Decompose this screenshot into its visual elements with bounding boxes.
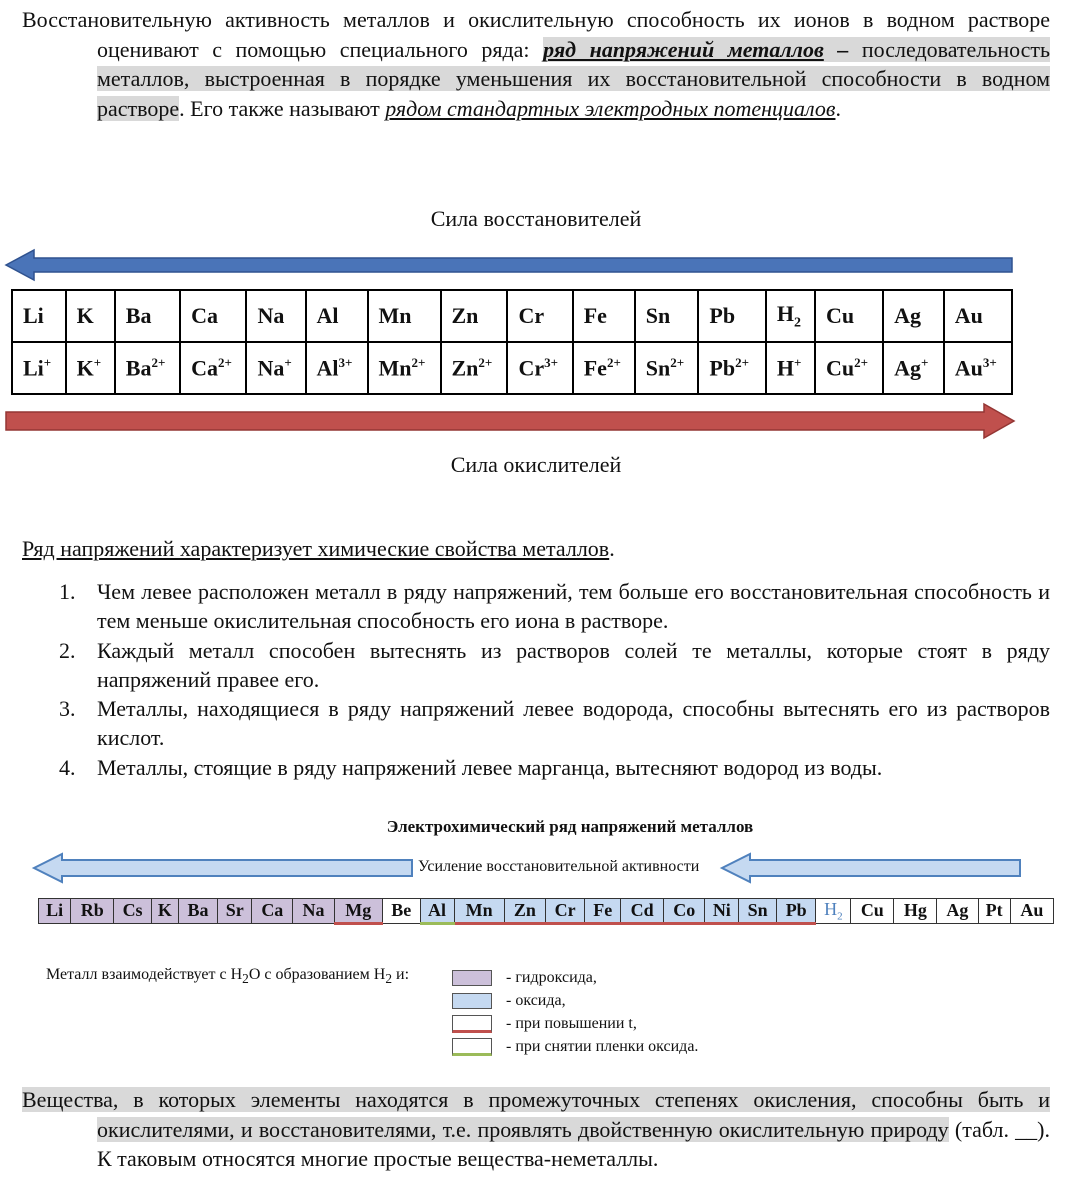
electrochem-symbol: Sn	[747, 899, 768, 920]
ion-cell-charge: +	[93, 354, 102, 370]
electrochem-symbol: Ag	[946, 900, 969, 921]
electrochem-cell	[420, 899, 454, 924]
ion-cell-symbol: Zn	[451, 355, 479, 381]
metal-cell	[944, 290, 1012, 342]
electrochem-cell	[1010, 899, 1053, 924]
electrochem-symbol: Ca	[261, 900, 284, 921]
electrochem-symbol: Ni	[712, 899, 731, 920]
ion-cell	[441, 342, 508, 394]
closing-highlight: Вещества, в которых элементы находятся в промежуточных степенях окисления, способны быть и окислителями, и восстановителями, т.е. проявлять двойственную окислительную природу	[22, 1087, 1050, 1142]
properties-list	[22, 577, 1050, 782]
intro-lead: Восстановительную активность металлов и окислительную способность их ионов в водном растворе оценивают с помощью специального ряда:	[22, 7, 1050, 62]
ion-cell	[180, 342, 246, 394]
metal-cell-symbol: Sn	[645, 303, 671, 328]
electrochem-symbol: Hg	[903, 900, 927, 921]
ion-cell-charge: 2+	[735, 354, 750, 370]
oxidizer-arrow-shape	[6, 404, 1014, 438]
electrochem-cell	[937, 899, 978, 924]
ion-cell-charge: 2+	[670, 354, 685, 370]
list-item-number: 3.	[59, 696, 76, 722]
ion-cell	[115, 342, 180, 394]
list-item-number: 2.	[59, 637, 76, 663]
metal-cell	[12, 290, 66, 342]
list-item-text: Каждый металл способен вытеснять из растворов солей те металлы, которые стоят в ряду напряжений правее его.	[97, 637, 1050, 692]
ion-cell	[698, 342, 765, 394]
metal-cell-symbol: Cr	[518, 303, 545, 328]
electrochem-row	[39, 899, 1054, 924]
list-item-number: 4.	[59, 754, 76, 780]
ion-cell	[246, 342, 305, 394]
legend-text: - при повышении t,	[506, 1014, 637, 1032]
ion-cell-symbol: Ag	[894, 355, 921, 381]
electrochem-symbol: Sr	[225, 900, 244, 921]
ion-cell-charge: 3+	[338, 354, 353, 370]
metal-cell	[246, 290, 305, 342]
ion-cell-symbol: Pb	[709, 355, 736, 381]
properties-heading	[22, 536, 615, 562]
metal-cell-symbol: Li	[23, 303, 44, 328]
closing-paragraph	[22, 1085, 1050, 1174]
list-item	[22, 577, 1050, 636]
ion-cell-symbol: Na	[257, 355, 285, 381]
intro-after: . Его также называют	[179, 95, 380, 121]
metal-cell-symbol: Cu	[826, 303, 855, 328]
electrochem-symbol: Pt	[985, 900, 1003, 921]
metal-cell	[66, 290, 115, 342]
electrochem-symbol: Be	[391, 900, 412, 921]
electrochem-symbol: Al	[428, 899, 447, 920]
metal-cell	[635, 290, 699, 342]
legend-intro-a: Металл взаимодействует с H	[46, 966, 243, 983]
ion-cell	[944, 342, 1012, 394]
metal-cell-subscript: 2	[793, 315, 801, 331]
electrochem-cell	[816, 899, 851, 924]
metal-cell-symbol: Ba	[125, 303, 152, 328]
ion-cell	[12, 342, 66, 394]
term-definition: последовательность металлов, выстроенная в порядке уменьшения их восстановительной способности в водном растворе	[97, 36, 1051, 121]
metals-row	[12, 290, 1012, 342]
ion-cell-charge: 3+	[982, 354, 997, 370]
electrochem-symbol: Na	[302, 900, 325, 921]
electrochem-symbol: Cu	[860, 900, 884, 921]
electrochem-cell	[454, 899, 504, 924]
metal-cell-symbol: Ca	[191, 303, 218, 328]
metal-cell	[115, 290, 180, 342]
electrochem-cell	[114, 899, 152, 924]
electrochem-cell	[776, 899, 815, 924]
ion-cell-charge: +	[284, 354, 292, 370]
reducer-arrow-shape	[6, 250, 1012, 280]
electrochem-cell	[894, 899, 937, 924]
ion-cell-symbol: Ca	[191, 355, 218, 381]
reducers-label: Сила восстановителей	[430, 206, 642, 231]
electrochem-arrow-label: Усиление восстановительной активности	[418, 858, 700, 875]
metal-cell	[180, 290, 246, 342]
electrochem-symbol: Au	[1020, 900, 1044, 921]
ion-cell-symbol: Fe	[583, 355, 607, 381]
electrochem-symbol: Fe	[593, 899, 613, 920]
ion-cell-symbol: Cr	[518, 355, 545, 381]
metal-cell-symbol: Fe	[583, 303, 607, 328]
ion-cell	[815, 342, 883, 394]
electrochem-cell	[585, 899, 621, 924]
intro-end: .	[835, 95, 841, 121]
electrochem-symbol: Cr	[554, 899, 576, 920]
electrochem-cell	[39, 899, 71, 924]
legend-text: - при снятии пленки оксида.	[506, 1037, 699, 1055]
electrochem-arrow-right	[722, 854, 1020, 882]
metal-cell-symbol: Zn	[451, 303, 479, 328]
ion-cell	[368, 342, 441, 394]
ion-cell-symbol: Li	[23, 355, 44, 381]
alt-term: рядом стандартных электродных потенциалов	[385, 95, 836, 121]
electrochem-cell	[71, 899, 114, 924]
electrochem-cell	[621, 899, 664, 924]
metal-cell-symbol: Na	[257, 303, 285, 328]
ion-cell-symbol: Al	[316, 355, 339, 381]
ion-cell-charge: 2+	[151, 354, 166, 370]
electrochem-subscript: 2	[837, 910, 843, 923]
metal-cell-symbol: Au	[954, 303, 983, 328]
ion-cell	[66, 342, 115, 394]
metal-cell	[815, 290, 883, 342]
metal-cell	[698, 290, 765, 342]
ions-row	[12, 342, 1012, 394]
legend-swatch	[452, 993, 492, 1009]
electrochem-symbol: Ba	[187, 900, 209, 921]
legend-intro-c: и:	[392, 966, 410, 983]
electrochem-symbol: Rb	[80, 900, 104, 921]
electrochem-cell	[293, 899, 334, 924]
legend-intro-sub1: 2	[242, 971, 249, 987]
electrochem-symbol: H	[824, 899, 838, 919]
ion-cell-charge: 3+	[544, 354, 559, 370]
electrochem-symbol: Mg	[345, 899, 372, 920]
electrochem-symbol: K	[157, 900, 172, 921]
list-item-text: Металлы, стоящие в ряду напряжений левее марганца, вытесняют водород из воды.	[97, 754, 883, 780]
metal-cell-symbol: H	[776, 300, 794, 326]
ion-cell-charge: 2+	[606, 354, 621, 370]
electrochem-cell	[334, 899, 382, 924]
list-item	[22, 636, 1050, 695]
reducer-arrow	[0, 246, 1020, 286]
metal-cell-symbol: Mn	[378, 303, 412, 328]
electrochem-cell	[382, 899, 420, 924]
list-item-number: 1.	[59, 579, 76, 604]
electrochem-symbol: Pb	[785, 899, 807, 920]
electrochem-cell	[218, 899, 252, 924]
electrochem-cell	[851, 899, 894, 924]
legend-swatch	[452, 970, 492, 986]
ion-cell-charge: +	[43, 354, 52, 370]
ion-cell-symbol: Au	[954, 355, 983, 381]
metal-cell	[766, 290, 815, 342]
metal-cell	[441, 290, 508, 342]
metal-cell	[368, 290, 441, 342]
ion-cell	[883, 342, 944, 394]
legend-intro-b: O с образованием H	[248, 966, 386, 983]
ion-cell	[306, 342, 368, 394]
intro-paragraph	[22, 5, 1050, 123]
electrochem-symbol: Cd	[630, 899, 654, 920]
electrochem-arrow-left	[34, 854, 412, 882]
ion-cell-symbol: Mn	[378, 355, 412, 381]
electrochem-symbol: Li	[46, 900, 64, 921]
closing-rest: (табл. __). К таковым относятся многие простые вещества-неметаллы.	[97, 1116, 1050, 1171]
ion-cell-charge: +	[793, 354, 802, 370]
ion-cell-charge: 2+	[478, 354, 493, 370]
electrochem-symbol: Mn	[465, 899, 493, 920]
electrochem-cell	[739, 899, 777, 924]
legend-item	[452, 966, 698, 989]
electrochem-series	[38, 898, 1054, 925]
metal-cell-symbol: Al	[316, 303, 339, 328]
term-series: ряд напряжений металлов	[543, 36, 824, 62]
oxidizer-arrow	[0, 402, 1020, 442]
legend-item	[452, 989, 698, 1012]
legend-item	[452, 1012, 698, 1035]
list-item-text: Чем левее расположен металл в ряду напряжений, тем больше его восстановительная способность и тем меньше окислительная способность его иона в растворе.	[97, 579, 1050, 634]
list-item	[22, 694, 1050, 753]
ion-cell-symbol: K	[76, 355, 94, 381]
ion-cell	[573, 342, 635, 394]
electrochem-cell	[151, 899, 178, 924]
legend-intro-sub2: 2	[385, 971, 392, 987]
electrochem-symbol: Co	[673, 899, 696, 920]
legend-text: - оксида,	[506, 991, 566, 1009]
electrochem-cell	[705, 899, 739, 924]
electrochem-cell	[504, 899, 545, 924]
list-item	[22, 753, 1050, 782]
ion-cell-charge: 2+	[217, 354, 232, 370]
electrochem-cell	[978, 899, 1010, 924]
electrochem-symbol: Zn	[513, 899, 536, 920]
metal-cell	[883, 290, 944, 342]
legend-text: - гидроксида,	[506, 968, 597, 986]
term-dash: –	[823, 36, 849, 62]
ion-cell-symbol: Ba	[125, 355, 152, 381]
metal-cell	[306, 290, 368, 342]
metal-cell	[573, 290, 635, 342]
electrochem-symbol: Cs	[122, 900, 143, 921]
ion-cell	[766, 342, 815, 394]
legend-intro	[46, 966, 409, 987]
ion-cell-symbol: Cu	[826, 355, 855, 381]
metal-cell-symbol: Pb	[709, 303, 736, 328]
electrochem-cell	[178, 899, 217, 924]
oxidizers-label: Сила окислителей	[450, 452, 622, 477]
legend-swatch	[452, 1015, 492, 1033]
legend-item	[452, 1035, 698, 1058]
ion-cell-charge: 2+	[411, 354, 426, 370]
ion-cell-charge: 2+	[854, 354, 869, 370]
electrochem-cell	[664, 899, 705, 924]
electrochem-cell	[545, 899, 584, 924]
electrochem-cell	[252, 899, 293, 924]
ion-cell	[507, 342, 572, 394]
metal-cell	[507, 290, 572, 342]
ion-cell-charge: +	[920, 354, 929, 370]
electrochem-title: Электрохимический ряд напряжений металлов	[386, 817, 754, 836]
legend-swatch	[452, 1038, 492, 1056]
ion-cell-symbol: Sn	[645, 355, 671, 381]
voltage-series-table	[11, 289, 1013, 395]
ion-cell-symbol: H	[776, 355, 794, 381]
properties-heading-text: Ряд напряжений характеризует химические свойства металлов	[22, 536, 610, 561]
legend	[452, 966, 698, 1058]
ion-cell	[635, 342, 699, 394]
metal-cell-symbol: Ag	[894, 303, 921, 328]
properties-heading-end: .	[609, 536, 615, 561]
metal-cell-symbol: K	[76, 303, 94, 328]
list-item-text: Металлы, находящиеся в ряду напряжений левее водорода, способны вытеснять его из растворов кислот.	[97, 696, 1050, 751]
